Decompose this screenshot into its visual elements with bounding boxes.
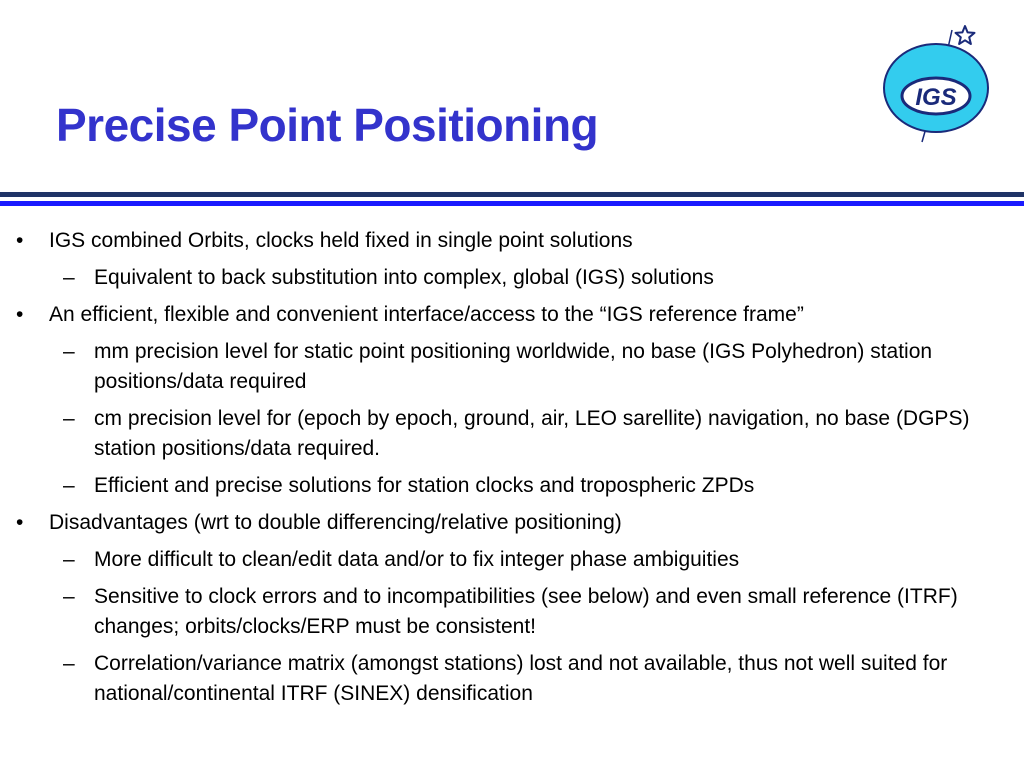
sub-bullet-item — [0, 545, 1024, 575]
sub-bullet-item — [0, 337, 1024, 397]
bullet-marker: • — [16, 229, 24, 252]
bullet-item — [0, 508, 1024, 538]
bullet-list — [0, 226, 1024, 716]
sub-bullet-text: mm precision level for static point positioning worldwide, no base (IGS Polyhedron) station positions/data required — [94, 340, 933, 393]
sub-bullet-text: Efficient and precise solutions for station clocks and tropospheric ZPDs — [94, 474, 755, 497]
sub-bullet-text: cm precision level for (epoch by epoch, ground, air, LEO sarellite) navigation, no base (DGPS) station positions/data required. — [94, 407, 970, 460]
sub-bullet-item — [0, 263, 1024, 293]
sub-bullet-item — [0, 582, 1024, 642]
bullet-text: Disadvantages (wrt to double differencing/relative positioning) — [49, 511, 622, 534]
bullet-item — [0, 226, 1024, 256]
dash-marker: – — [63, 340, 75, 363]
dash-marker: – — [63, 652, 75, 675]
logo-text: IGS — [915, 84, 957, 111]
dash-marker: – — [63, 548, 75, 571]
header-rule-top — [0, 192, 1024, 197]
igs-logo — [876, 22, 998, 150]
sub-bullet-text: Correlation/variance matrix (amongst stations) lost and not available, thus not well suited for national/continental ITRF (SINEX) densification — [94, 652, 948, 705]
dash-marker: – — [63, 266, 75, 289]
bullet-text: An efficient, flexible and convenient interface/access to the “IGS reference frame” — [49, 303, 804, 326]
sub-bullet-text: Equivalent to back substitution into complex, global (IGS) solutions — [94, 266, 714, 289]
slide-title: Precise Point Positioning — [56, 99, 599, 151]
sub-bullet-item — [0, 404, 1024, 464]
bullet-text: IGS combined Orbits, clocks held fixed in single point solutions — [49, 229, 633, 252]
header-rule-bottom — [0, 201, 1024, 206]
sub-bullet-text: More difficult to clean/edit data and/or to fix integer phase ambiguities — [94, 548, 740, 571]
dash-marker: – — [63, 585, 75, 608]
bullet-marker: • — [16, 303, 24, 326]
sub-bullet-item — [0, 471, 1024, 501]
sub-bullet-text: Sensitive to clock errors and to incompatibilities (see below) and even small reference (ITRF) changes; orbits/clocks/ERP must be consistent! — [94, 585, 958, 638]
bullet-item — [0, 300, 1024, 330]
sub-bullet-item — [0, 649, 1024, 709]
star-icon — [956, 26, 975, 44]
bullet-marker: • — [16, 511, 24, 534]
dash-marker: – — [63, 474, 75, 497]
dash-marker: – — [63, 407, 75, 430]
